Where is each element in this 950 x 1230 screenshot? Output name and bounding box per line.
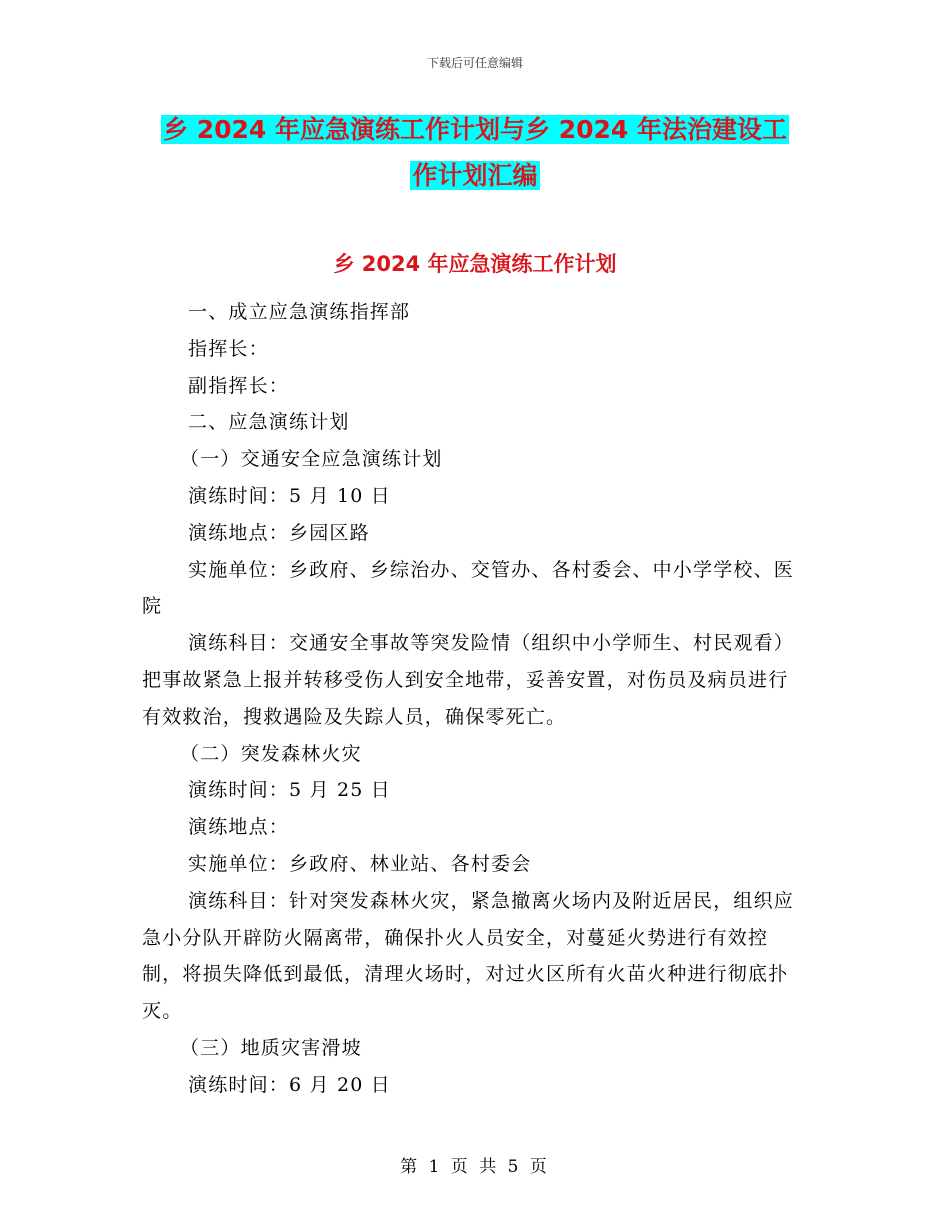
paragraph: 演练地点：乡园区路 [188,521,370,544]
document-title-line-2 [0,156,950,196]
paragraph: 实施单位：乡政府、林业站、各村委会 [188,852,532,875]
title-highlight-2: 作计划汇编 [412,161,538,190]
document-body [142,294,802,1104]
paragraph-subheading: （一）交通安全应急演练计划 [180,448,443,471]
paragraph: 演练科目：针对突发森林火灾，紧急撤离火场内及附近居民，组织应急小分队开辟防火隔离带，确保扑火人员安全，对蔓延火势进行有效控制，将损失降低到最低，清理火场时，对过火区所有火苗火种进行彻底扑灭。 [142,889,795,1023]
page-footer-number: 第 1 页 共 5 页 [400,1157,550,1177]
page-header-note: 下载后可任意编辑 [426,56,523,70]
paragraph-heading: 二、应急演练计划 [188,411,350,434]
title-highlight-1: 乡 2024 年应急演练工作计划与乡 2024 年法治建设工 [163,115,787,144]
paragraph: 副指挥长： [188,374,290,397]
paragraph: 指挥长： [188,337,269,360]
paragraph-heading: 一、成立应急演练指挥部 [188,301,411,323]
paragraph: 演练时间：6 月 20 日 [188,1073,391,1096]
document-title-line-1 [0,110,950,150]
paragraph: 演练地点： [188,816,290,839]
paragraph: 演练时间：5 月 25 日 [188,779,391,802]
paragraph-subheading: （三）地质灾害滑坡 [180,1036,362,1059]
paragraph: 演练科目：交通安全事故等突发险情（组织中小学师生、村民观看）把事故紧急上报并转移受伤人到安全地带，妥善安置，对伤员及病员进行有效救治，搜救遇险及失踪人员，确保零死亡。 [142,632,795,728]
paragraph: 实施单位：乡政府、乡综治办、交管办、各村委会、中小学学校、医院 [142,558,795,618]
paragraph-subheading: （二）突发森林火灾 [180,742,362,765]
paragraph: 演练时间：5 月 10 日 [188,484,391,507]
section-title: 乡 2024 年应急演练工作计划 [333,252,617,276]
